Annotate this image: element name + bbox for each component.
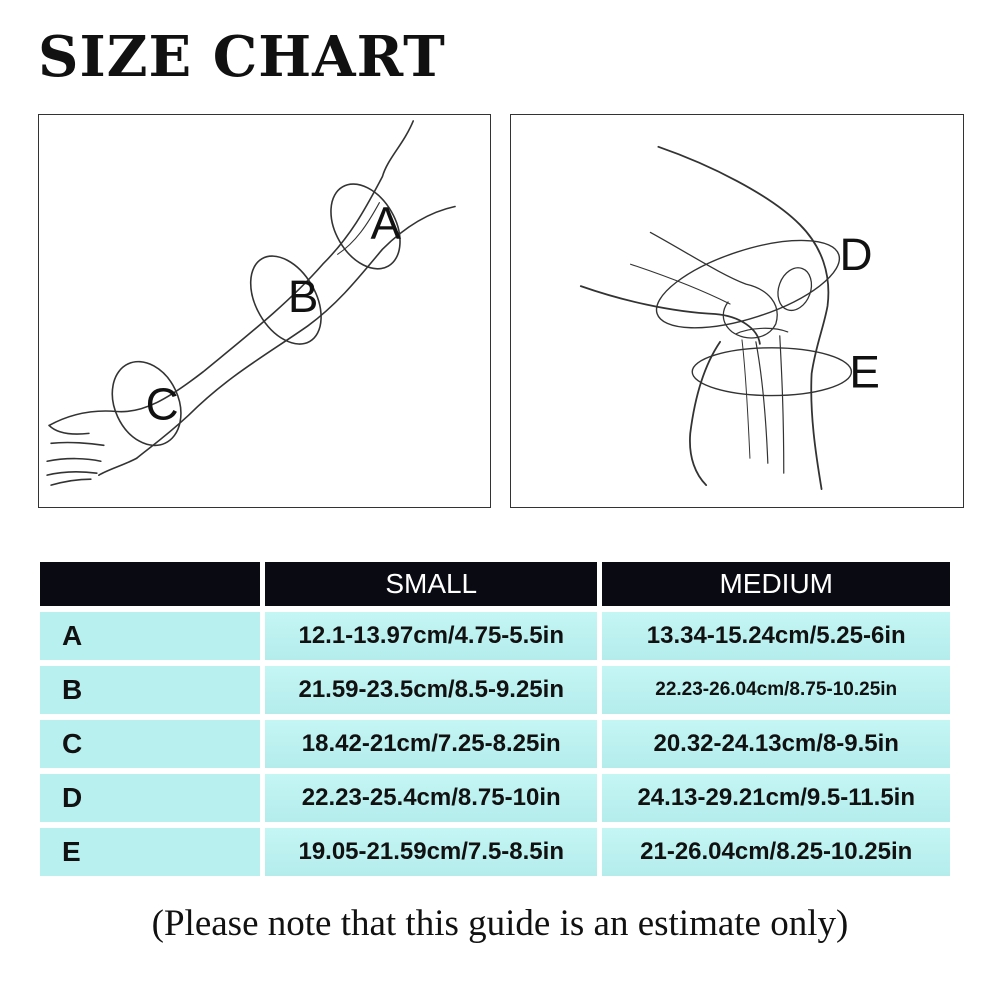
zone-cell: B	[40, 666, 260, 714]
page-title: SIZE CHART	[38, 24, 446, 90]
medium-value: 21-26.04cm/8.25-10.25in	[602, 828, 950, 876]
small-value: 18.42-21cm/7.25-8.25in	[265, 720, 597, 768]
zone-cell: E	[40, 828, 260, 876]
size-table	[35, 556, 955, 882]
table-row	[40, 774, 950, 822]
zone-cell: D	[40, 774, 260, 822]
table-row	[40, 666, 950, 714]
table-row	[40, 612, 950, 660]
arm-illustration	[38, 114, 491, 508]
arm-label-c: C	[145, 378, 179, 430]
medium-value: 20.32-24.13cm/8-9.5in	[602, 720, 950, 768]
knee-drawing	[511, 115, 963, 507]
header-corner	[40, 562, 260, 606]
small-value: 22.23-25.4cm/8.75-10in	[265, 774, 597, 822]
medium-value: 22.23-26.04cm/8.75-10.25in	[602, 666, 950, 714]
small-value: 19.05-21.59cm/7.5-8.5in	[265, 828, 597, 876]
arm-drawing	[39, 115, 490, 507]
header-small: SMALL	[265, 562, 597, 606]
small-value: 21.59-23.5cm/8.5-9.25in	[265, 666, 597, 714]
medium-value: 24.13-29.21cm/9.5-11.5in	[602, 774, 950, 822]
knee-label-d: D	[839, 229, 873, 281]
medium-value: 13.34-15.24cm/5.25-6in	[602, 612, 950, 660]
table-row	[40, 828, 950, 876]
table-row	[40, 720, 950, 768]
arm-label-b: B	[287, 270, 319, 322]
zone-cell: A	[40, 612, 260, 660]
header-medium: MEDIUM	[602, 562, 950, 606]
small-value: 12.1-13.97cm/4.75-5.5in	[265, 612, 597, 660]
knee-label-e: E	[849, 346, 880, 398]
arm-label-a: A	[370, 197, 401, 249]
zone-cell: C	[40, 720, 260, 768]
estimate-note: (Please note that this guide is an estimate only)	[151, 903, 849, 944]
table-header-row	[40, 562, 950, 606]
knee-illustration	[510, 114, 964, 508]
